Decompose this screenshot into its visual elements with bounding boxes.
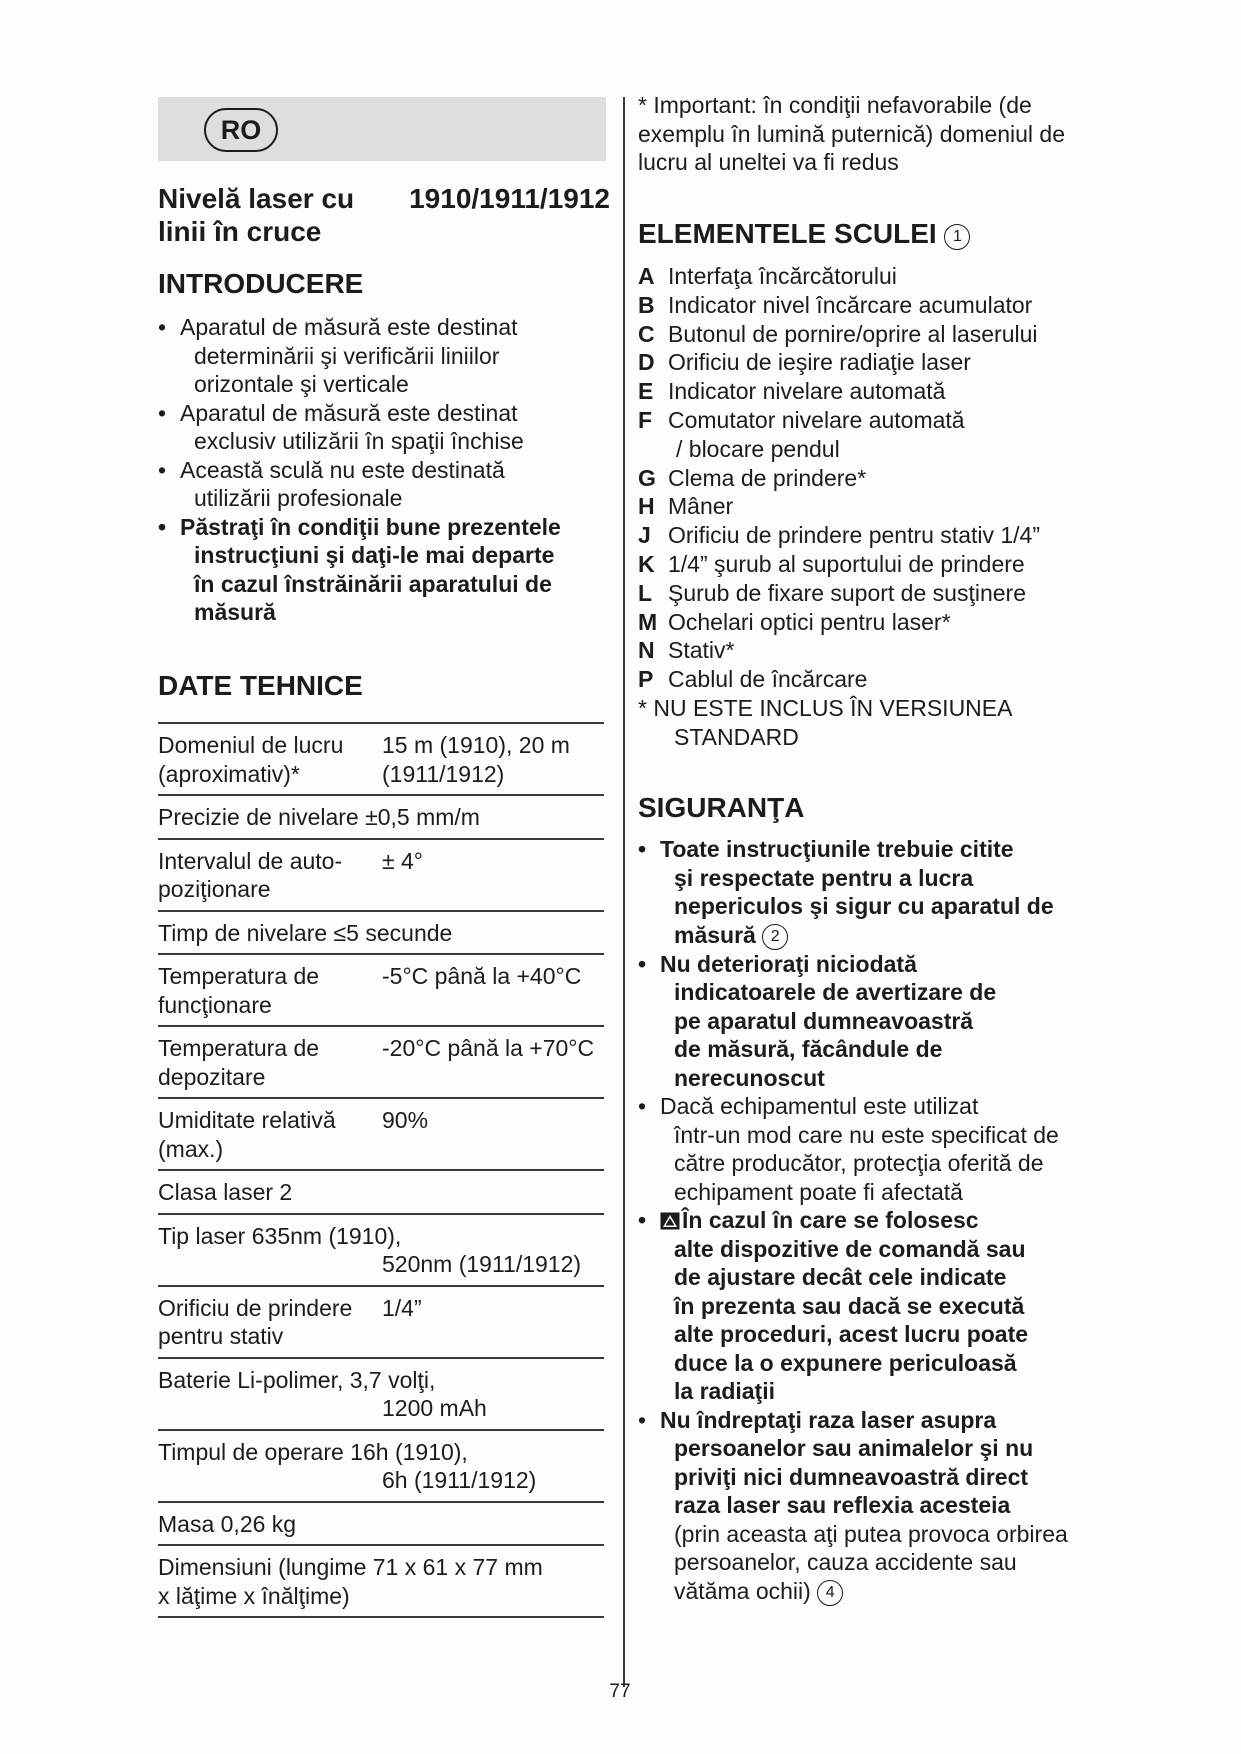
list-item-continuation: / blocare pendul bbox=[676, 435, 840, 462]
table-row: Intervalul de auto-poziţionare ± 4° bbox=[158, 839, 604, 911]
list-item: • Toate instrucţiunile trebuie citite şi respectate pentru a lucra nepericulos şi sigur cu aparatul de măsură 2 bbox=[638, 835, 1118, 950]
figure-ref-4: 4 bbox=[817, 1580, 843, 1606]
table-row: Temperatura de depozitare -20°C până la +70°C bbox=[158, 1026, 604, 1098]
list-item: A Interfaţa încărcătorului bbox=[638, 263, 897, 289]
elementele-heading: ELEMENTELE SCULEI 1 bbox=[638, 218, 970, 250]
table-row: Temperatura de funcţionare -5°C până la +40°C bbox=[158, 954, 604, 1026]
page-title bbox=[158, 182, 610, 248]
footnote-line2: STANDARD bbox=[674, 723, 799, 750]
language-bar bbox=[158, 97, 606, 161]
language-badge: RO bbox=[204, 108, 278, 152]
table-row: Tip laser 635nm (1910), 520nm (1911/1912) bbox=[158, 1214, 604, 1286]
list-item: • Dacă echipamentul este utilizat într-un mod care nu este specificat de către producător, protecţia oferită de echipament poate fi afectată bbox=[638, 1092, 1118, 1206]
date-tehnice-heading: DATE TEHNICE bbox=[158, 670, 363, 701]
model-numbers: 1910/1911/1912 bbox=[409, 183, 610, 214]
spec-table bbox=[158, 722, 604, 1618]
list-item: • Nu deterioraţi niciodată indicatoarele de avertizare de pe aparatul dumneavoastră de măsură, făcândule de nerecunoscut bbox=[638, 950, 1118, 1093]
table-row: Timpul de operare 16h (1910), 6h (1911/1912) bbox=[158, 1430, 604, 1502]
column-divider bbox=[623, 97, 625, 1687]
list-item: J Orificiu de prindere pentru stativ 1/4” bbox=[638, 522, 1041, 549]
list-item: L Şurub de fixare suport de susţinere bbox=[638, 579, 1026, 606]
list-item: • Aparatul de măsură este destinat determinării şi verificării liniilor orizontale şi verticale bbox=[158, 313, 608, 399]
list-item: • În cazul în care se folosesc alte dispozitive de comandă sau de ajustare decât cele indicate în prezenta sau dacă se execută alte proceduri, acest lucru poate duce la o expunere periculoasă la radiaţii bbox=[638, 1206, 1118, 1406]
list-item-important: • Păstraţi în condiţii bune prezentele instrucţiuni şi daţi-le mai departe în cazul înstrăinării aparatului de măsură bbox=[158, 513, 608, 627]
page-number: 77 bbox=[609, 1681, 631, 1702]
parts-list bbox=[638, 262, 1118, 752]
table-row: Orificiu de prindere pentru stativ 1/4” bbox=[158, 1286, 604, 1358]
spec-table-container bbox=[158, 722, 604, 1618]
list-item: G Clema de prindere* bbox=[638, 464, 867, 491]
list-item: K 1/4” şurub al suportului de prindere bbox=[638, 550, 1025, 577]
table-row: Baterie Li-polimer, 3,7 volţi, 1200 mAh bbox=[158, 1358, 604, 1430]
list-item: C Butonul de pornire/oprire al laserului bbox=[638, 320, 1038, 347]
list-item: N Stativ* bbox=[638, 637, 735, 664]
list-item: P Cablul de încărcare bbox=[638, 666, 868, 693]
footnote: * NU ESTE INCLUS ÎN VERSIUNEA bbox=[638, 694, 1013, 721]
table-row: Domeniul de lucru (aproximativ)* 15 m (1910), 20 m (1911/1912) bbox=[158, 723, 604, 795]
table-row: Masa 0,26 kg bbox=[158, 1502, 604, 1546]
product-name-line2: linii în cruce bbox=[158, 216, 322, 247]
table-row: Clasa laser 2 bbox=[158, 1170, 604, 1214]
siguranta-list bbox=[638, 835, 1118, 1606]
introducere-heading: INTRODUCERE bbox=[158, 268, 364, 299]
list-item: • Aparatul de măsură este destinat exclusiv utilizării în spaţii închise bbox=[158, 399, 608, 456]
list-item: B Indicator nivel încărcare acumulator bbox=[638, 291, 1033, 318]
list-item: M Ochelari optici pentru laser* bbox=[638, 608, 951, 635]
laser-warning-icon bbox=[660, 1212, 680, 1230]
introducere-list bbox=[158, 313, 608, 627]
table-row: Umiditate relativă (max.) 90% bbox=[158, 1098, 604, 1170]
table-row: Precizie de nivelare ±0,5 mm/m bbox=[158, 795, 604, 839]
figure-ref-2: 2 bbox=[762, 924, 788, 950]
product-name-line1: Nivelă laser cu bbox=[158, 183, 355, 214]
list-item: E Indicator nivelare automată bbox=[638, 378, 946, 405]
list-item: H Mâner bbox=[638, 493, 734, 520]
figure-ref-1: 1 bbox=[944, 224, 970, 250]
siguranta-heading: SIGURANŢA bbox=[638, 792, 805, 823]
list-item: • Nu îndreptaţi raza laser asupra persoanelor sau animalelor şi nu priviţi nici dumneavoastră direct raza laser sau reflexia acesteia (prin aceasta aţi putea provoca orbirea persoanelor, cauza accidente sau vătăma ochii) 4 bbox=[638, 1406, 1118, 1606]
list-item: • Această sculă nu este destinată utilizării profesionale bbox=[158, 456, 608, 513]
list-item: D Orificiu de ieşire radiaţie laser bbox=[638, 349, 971, 376]
list-item: F Comutator nivelare automată bbox=[638, 406, 965, 433]
important-note: * Important: în condiţii nefavorabile (de exemplu în lumină puternică) domeniul de lucru al uneltei va fi redus bbox=[638, 92, 1066, 175]
table-row: Timp de nivelare ≤5 secunde bbox=[158, 911, 604, 955]
table-row: Dimensiuni (lungime 71 x 61 x 77 mm x lăţime x înălţime) bbox=[158, 1545, 604, 1617]
